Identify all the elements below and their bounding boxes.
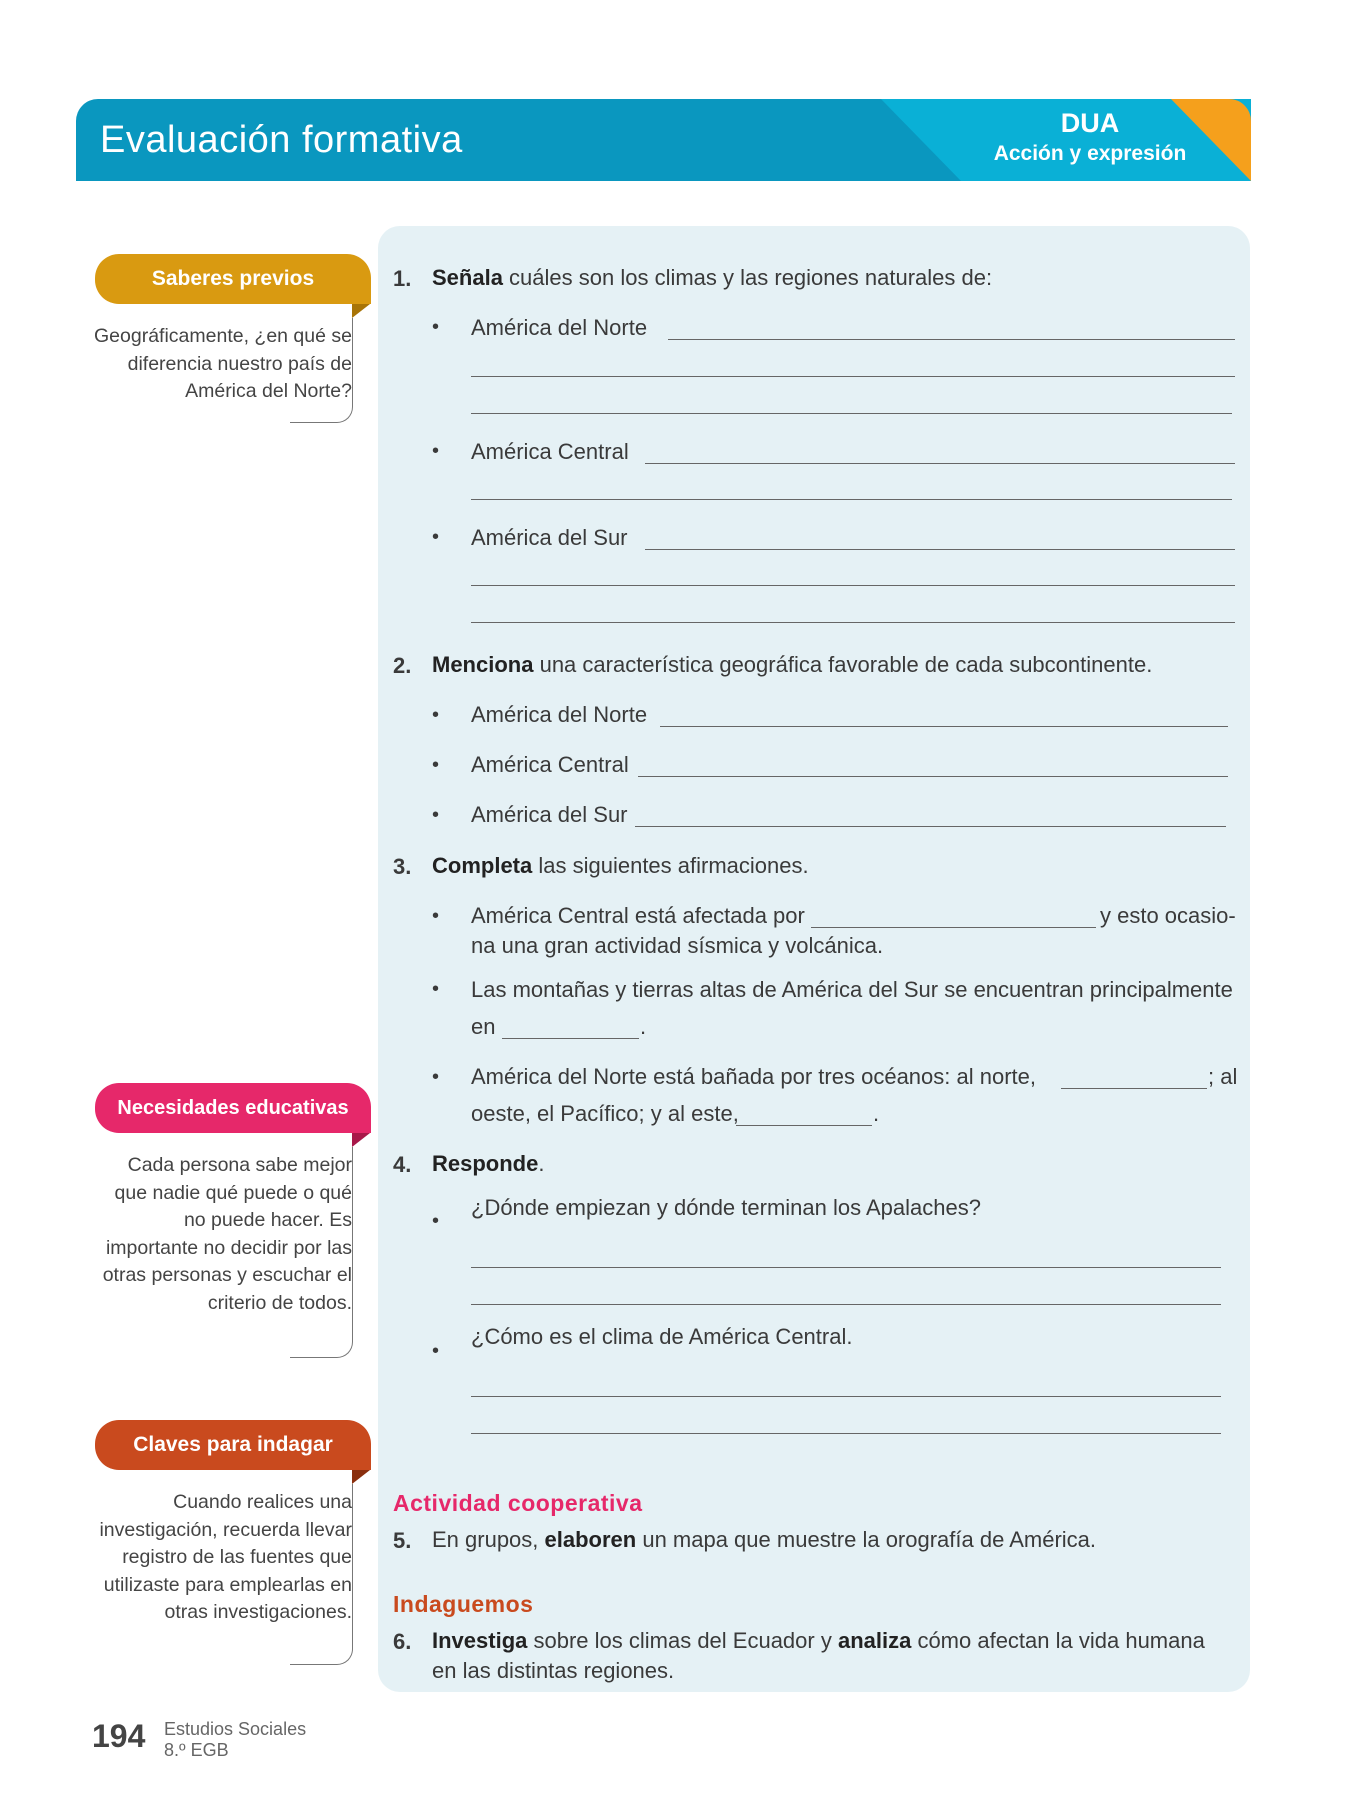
answer-line[interactable] xyxy=(471,622,1235,623)
q1-item-south: América del Sur xyxy=(471,525,628,550)
q2-prompt: Menciona una característica geográfica favorable de cada subcontinente. xyxy=(432,652,1153,677)
q3-statement-3d: . xyxy=(873,1101,880,1126)
bullet: • xyxy=(432,1340,440,1362)
answer-line[interactable] xyxy=(471,1396,1221,1397)
answer-line[interactable] xyxy=(1061,1088,1207,1089)
answer-line[interactable] xyxy=(668,339,1235,340)
q3-statement-2a: Las montañas y tierras altas de América del Sur se encuentran principalmente xyxy=(471,977,1233,1002)
tab-fold xyxy=(352,1133,370,1147)
q2-item-central: América Central xyxy=(471,752,629,777)
q2-item-south: América del Sur xyxy=(471,802,628,827)
answer-line[interactable] xyxy=(660,726,1228,727)
answer-line[interactable] xyxy=(471,1304,1221,1305)
footer-grade: 8.º EGB xyxy=(164,1740,229,1760)
q3-statement-2c: . xyxy=(640,1014,647,1039)
claves-para-indagar-text: Cuando realices una investigación, recuerda llevar registro de las fuentes que utilizaste para emplearlas en otras investigaciones. xyxy=(99,1491,352,1623)
q6-number: 6. xyxy=(393,1629,412,1654)
answer-line[interactable] xyxy=(471,413,1232,414)
q3-statement-3b: ; al xyxy=(1208,1064,1238,1089)
footer-subject: Estudios Sociales xyxy=(164,1719,307,1739)
q1-item-north: América del Norte xyxy=(471,315,648,340)
answer-line[interactable] xyxy=(635,826,1226,827)
bullet: • xyxy=(432,316,440,338)
answer-line[interactable] xyxy=(502,1038,639,1039)
necesidades-educativas-text: Cada persona sabe mejor que nadie qué puede o qué no puede hacer. Es importante no decidir por las otras personas y escuchar el criterio de todos. xyxy=(102,1154,352,1314)
q5-prompt: En grupos, elaboren un mapa que muestre la orografía de América. xyxy=(432,1527,1097,1552)
indaguemos-title: Indaguemos xyxy=(393,1591,534,1617)
bullet: • xyxy=(432,905,440,927)
q3-statement-2b: en xyxy=(471,1014,496,1039)
q4-number: 4. xyxy=(393,1152,412,1177)
q1-number: 1. xyxy=(393,266,412,291)
answer-line[interactable] xyxy=(811,927,1096,928)
q3-statement-3a: América del Norte está bañada por tres océanos: al norte, xyxy=(471,1064,1036,1089)
answer-line[interactable] xyxy=(645,463,1235,464)
dua-title: DUA xyxy=(1060,108,1120,138)
bullet: • xyxy=(432,704,440,726)
page-title: Evaluación formativa xyxy=(100,119,463,161)
bullet: • xyxy=(432,1210,440,1232)
bullet: • xyxy=(432,526,440,548)
q5-number: 5. xyxy=(393,1528,412,1553)
bullet: • xyxy=(432,804,440,826)
q3-statement-1a: América Central está afectada por xyxy=(471,903,805,928)
q6-prompt: Investiga sobre los climas del Ecuador y analiza cómo afectan la vida humana xyxy=(432,1628,1205,1653)
tab-fold xyxy=(352,1470,370,1484)
bullet: • xyxy=(432,440,440,462)
q3-statement-3c: oeste, el Pacífico; y al este, xyxy=(471,1101,739,1126)
q4-prompt: Responde. xyxy=(432,1151,545,1176)
answer-line[interactable] xyxy=(471,585,1235,586)
saberes-previos-tab: Saberes previos xyxy=(95,254,371,304)
saberes-previos-text: Geográficamente, ¿en qué se diferencia nuestro país de América del Norte? xyxy=(94,325,352,402)
q1-item-central: América Central xyxy=(471,439,629,464)
tab-fold xyxy=(352,304,370,318)
bullet: • xyxy=(432,754,440,776)
answer-line[interactable] xyxy=(638,776,1228,777)
bullet: • xyxy=(432,978,440,1000)
q2-item-north: América del Norte xyxy=(471,702,648,727)
q1-prompt: Señala cuáles son los climas y las regiones naturales de: xyxy=(432,265,993,290)
q3-number: 3. xyxy=(393,854,412,879)
page-number: 194 xyxy=(92,1718,146,1754)
dua-subtitle: Acción y expresión xyxy=(993,142,1187,165)
answer-line[interactable] xyxy=(471,1267,1221,1268)
bullet: • xyxy=(432,1066,440,1088)
actividad-cooperativa-title: Actividad cooperativa xyxy=(393,1490,643,1516)
q6-prompt-line2: en las distintas regiones. xyxy=(432,1658,675,1683)
answer-line[interactable] xyxy=(736,1125,872,1126)
answer-line[interactable] xyxy=(471,376,1235,377)
answer-line[interactable] xyxy=(471,1433,1221,1434)
q3-statement-1b: y esto ocasio- xyxy=(1100,903,1236,928)
q3-statement-1c: na una gran actividad sísmica y volcánica. xyxy=(471,933,884,958)
answer-line[interactable] xyxy=(471,499,1232,500)
necesidades-educativas-tab: Necesidades educativas xyxy=(95,1083,371,1133)
q4-item-2: ¿Cómo es el clima de América Central. xyxy=(471,1324,853,1349)
q2-number: 2. xyxy=(393,653,412,678)
claves-para-indagar-tab: Claves para indagar xyxy=(95,1420,371,1470)
q3-prompt: Completa las siguientes afirmaciones. xyxy=(432,853,809,878)
q4-item-1: ¿Dónde empiezan y dónde terminan los Apalaches? xyxy=(471,1195,981,1220)
answer-line[interactable] xyxy=(645,549,1235,550)
